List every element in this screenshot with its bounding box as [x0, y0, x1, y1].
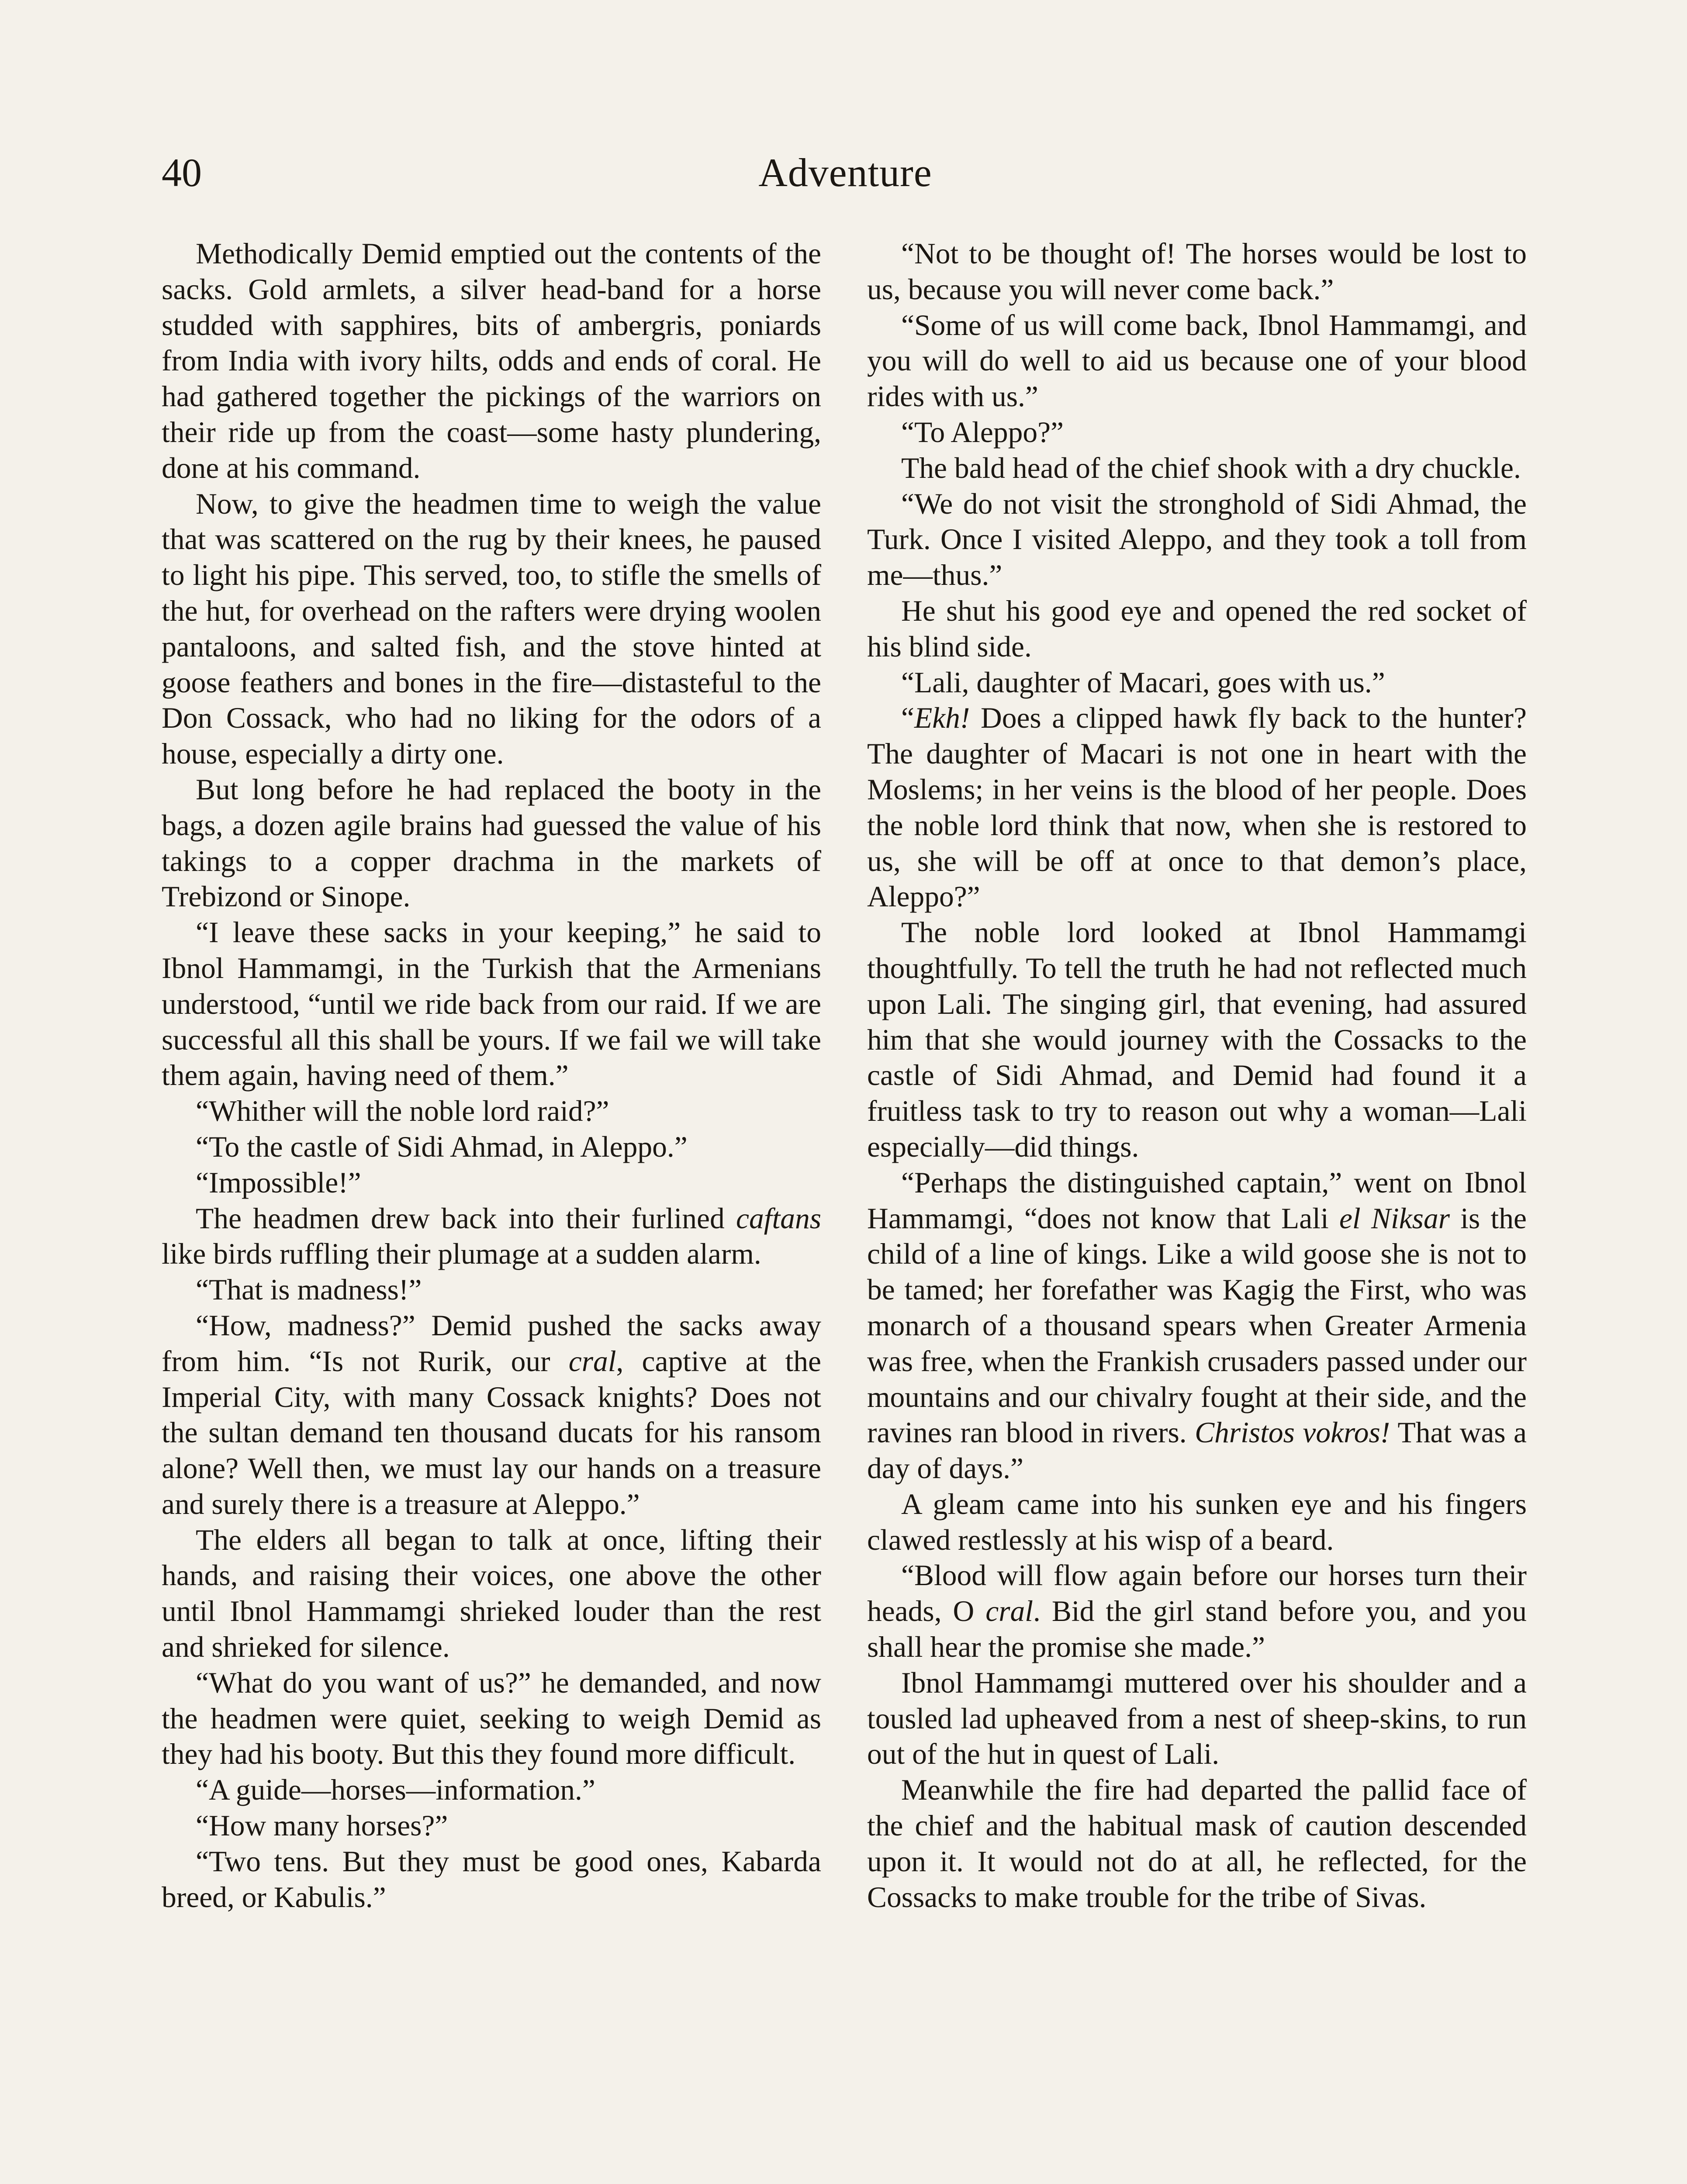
paragraph: He shut his good eye and opened the red socket of his blind side.	[867, 594, 1527, 663]
text-run: “Perhaps the distinguished captain,” went on Ibnol Hammamgi, “does not know that Lali	[867, 1166, 1527, 1235]
running-title: Adventure	[758, 150, 932, 195]
paragraph	[867, 700, 1527, 915]
right-column	[867, 236, 1527, 1915]
paragraph: The elders all began to talk at once, lifting their hands, and raising their voices, one above the other until Ibnol Hammamgi shrieked louder than the rest and shrieked for silence.	[162, 1523, 821, 1664]
paragraph: “Two tens. But they must be good ones, Kabarda breed, or Kabulis.”	[162, 1845, 821, 1914]
text-run: That was a day of days.”	[867, 1416, 1527, 1485]
italic-term: el Niksar	[1339, 1202, 1450, 1235]
left-column	[162, 236, 821, 1915]
italic-term: caftans	[736, 1202, 821, 1235]
paragraph: “A guide—horses—information.”	[196, 1773, 595, 1807]
paragraph: “Some of us will come back, Ibnol Hammamgi, and you will do well to aid us because one of your blood rides with us.”	[867, 308, 1527, 413]
text-run: is the child of a line of kings. Like a wild goose she is not to be tamed; her forefather was Kagig the First, who was monarch of a thousand spears when Greater Armenia was free, when the Frankish crusaders passed under our mountains and our chivalry fought at their side, and the ravines ran blood in rivers.	[867, 1202, 1527, 1449]
italic-term: cral	[568, 1344, 616, 1378]
text-run: The headmen drew back into their furlined	[196, 1202, 736, 1235]
text-run: “How, madness?” Demid pushed the sacks away from him. “Is not Rurik, our	[162, 1309, 821, 1378]
paragraph: The noble lord looked at Ibnol Hammamgi thoughtfully. To tell the truth he had not reflected much upon Lali. The singing girl, that evening, had assured him that she would journey with the Cossacks to the castle of Sidi Ahmad, and Demid had found it a fruitless task to try to reason out why a woman—Lali especially—did things.	[867, 916, 1527, 1163]
italic-term: Ekh!	[914, 702, 970, 735]
paragraph: “How many horses?”	[196, 1809, 448, 1842]
page-header	[162, 140, 1529, 205]
italic-term: Christos vokros!	[1195, 1416, 1390, 1449]
italic-term: cral	[985, 1595, 1033, 1628]
paragraph: “Whither will the noble lord raid?”	[196, 1095, 609, 1128]
paragraph	[867, 1165, 1527, 1486]
paragraph: “That is madness!”	[196, 1273, 422, 1306]
paragraph: A gleam came into his sunken eye and his fingers clawed restlessly at his wisp of a beard.	[867, 1487, 1527, 1556]
paragraph: “To the castle of Sidi Ahmad, in Aleppo.”	[196, 1130, 688, 1163]
text-run: “	[901, 702, 914, 735]
paragraph: “We do not visit the stronghold of Sidi Ahmad, the Turk. Once I visited Aleppo, and they took a toll from me—thus.”	[867, 487, 1527, 592]
paragraph: The bald head of the chief shook with a dry chuckle.	[901, 451, 1521, 484]
paragraph	[162, 1201, 821, 1272]
paragraph: “Impossible!”	[196, 1166, 361, 1199]
paragraph: Meanwhile the fire had departed the pallid face of the chief and the habitual mask of caution descended upon it. It would not do at all, he reflected, for the Cossacks to make trouble for the tribe of Sivas.	[867, 1773, 1527, 1914]
paragraph: But long before he had replaced the booty in the bags, a dozen agile brains had guessed the value of his takings to a copper drachma in the markets of Trebizond or Sinope.	[162, 773, 821, 913]
paragraph: “Lali, daughter of Macari, goes with us.”	[901, 666, 1385, 699]
paragraph	[162, 1308, 821, 1522]
text-run: . Bid the girl stand before you, and you shall hear the promise she made.”	[867, 1595, 1527, 1664]
paragraph: Ibnol Hammamgi muttered over his shoulder and a tousled lad upheaved from a nest of sheep-skins, to run out of the hut in quest of Lali.	[867, 1666, 1527, 1771]
paragraph: “What do you want of us?” he demanded, and now the headmen were quiet, seeking to weigh Demid as they had his booty. But this they found more difficult.	[162, 1666, 821, 1771]
paragraph: Methodically Demid emptied out the contents of the sacks. Gold armlets, a silver head-band for a horse studded with sapphires, bits of ambergris, poniards from India with ivory hilts, odds and ends of coral. He had gathered together the pickings of the warriors on their ride up from the coast—some hasty plundering, done at his command.	[162, 237, 821, 484]
text-run: , captive at the Imperial City, with many Cossack knights? Does not the sultan demand ten thousand ducats for his ransom alone? Well then, we must lay our hands on a treasure and surely there is a treasure at Aleppo.”	[162, 1344, 821, 1521]
paragraph: “I leave these sacks in your keeping,” he said to Ibnol Hammamgi, in the Turkish that the Armenians understood, “until we ride back from our raid. If we are successful all this shall be yours. If we fail we will take them again, having need of them.”	[162, 916, 821, 1092]
text-run: “Blood will flow again before our horses turn their heads, O	[867, 1559, 1527, 1628]
paragraph: Now, to give the headmen time to weigh the value that was scattered on the rug by their knees, he paused to light his pipe. This served, too, to stifle the smells of the hut, for overhead on the rafters were drying woolen pantaloons, and salted fish, and the stove hinted at goose feathers and bones in the fire—distasteful to the Don Cossack, who had no liking for the odors of a house, especially a dirty one.	[162, 487, 821, 771]
paragraph: “To Aleppo?”	[901, 415, 1064, 449]
paragraph: “Not to be thought of! The horses would be lost to us, because you will never come back.”	[867, 237, 1527, 306]
text-run: like birds ruffling their plumage at a sudden alarm.	[162, 1237, 761, 1271]
text-run: Does a clipped hawk fly back to the hunter? The daughter of Macari is not one in heart with the Moslems; in her veins is the blood of her people. Does the noble lord think that now, when she is restored to us, she will be off at once to that demon’s place, Aleppo?”	[867, 702, 1527, 913]
page-number: 40	[162, 150, 202, 195]
paragraph	[867, 1558, 1527, 1665]
